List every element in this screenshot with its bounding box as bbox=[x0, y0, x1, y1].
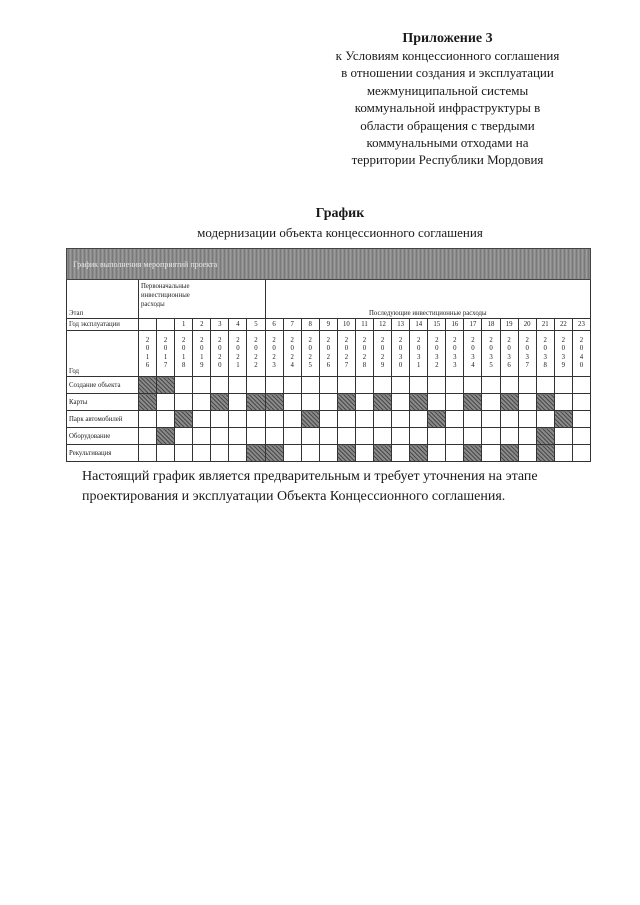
stage-row bbox=[67, 377, 591, 394]
stage-empty-cell bbox=[301, 445, 319, 462]
stage-empty-cell bbox=[482, 394, 500, 411]
table-banner: График выполнения мероприятий проекта bbox=[67, 249, 591, 280]
calendar-year-cell bbox=[446, 331, 464, 377]
stage-empty-cell bbox=[211, 428, 229, 445]
stage-empty-cell bbox=[301, 428, 319, 445]
stage-empty-cell bbox=[500, 428, 518, 445]
calendar-year-cell bbox=[175, 331, 193, 377]
stage-empty-cell bbox=[193, 394, 211, 411]
calendar-year-value: 2040 bbox=[579, 336, 584, 369]
stage-empty-cell bbox=[410, 411, 428, 428]
stage-empty-cell bbox=[410, 377, 428, 394]
calendar-year-cell bbox=[283, 331, 301, 377]
calendar-year-value: 2032 bbox=[435, 336, 439, 369]
stage-active-cell bbox=[265, 445, 283, 462]
stage-empty-cell bbox=[355, 428, 373, 445]
initial-expenses-label: инвестиционные bbox=[141, 292, 190, 299]
stage-empty-cell bbox=[446, 428, 464, 445]
stage-empty-cell bbox=[572, 428, 590, 445]
calendar-year-cell bbox=[247, 331, 265, 377]
stage-active-cell bbox=[265, 394, 283, 411]
stage-empty-cell bbox=[175, 394, 193, 411]
stage-empty-cell bbox=[139, 428, 157, 445]
stage-empty-cell bbox=[319, 411, 337, 428]
stage-active-cell bbox=[500, 445, 518, 462]
appendix-line: коммунальными отходами на bbox=[366, 135, 529, 151]
calendar-year-value: 2035 bbox=[489, 336, 493, 369]
calendar-year-value: 2023 bbox=[272, 336, 276, 369]
calendar-year-value: 2019 bbox=[200, 336, 204, 369]
calendar-year-value: 2018 bbox=[181, 336, 186, 369]
calendar-year-cell bbox=[301, 331, 319, 377]
calendar-year-value: 2021 bbox=[236, 336, 240, 369]
calendar-year-cell bbox=[392, 331, 410, 377]
operation-year-cell: 3 bbox=[211, 319, 229, 331]
stage-empty-cell bbox=[301, 394, 319, 411]
stage-empty-cell bbox=[229, 394, 247, 411]
stage-empty-cell bbox=[500, 411, 518, 428]
operation-year-cell: 14 bbox=[410, 319, 428, 331]
stage-empty-cell bbox=[554, 445, 572, 462]
later-expenses-header: Последующие инвестиционные расходы bbox=[265, 280, 590, 319]
stage-active-cell bbox=[536, 445, 554, 462]
stage-empty-cell bbox=[428, 394, 446, 411]
operation-year-cell: 15 bbox=[428, 319, 446, 331]
stage-empty-cell bbox=[482, 411, 500, 428]
stage-empty-cell bbox=[482, 377, 500, 394]
stage-empty-cell bbox=[319, 445, 337, 462]
calendar-year-value: 2026 bbox=[326, 336, 331, 369]
calendar-year-cell bbox=[319, 331, 337, 377]
stage-active-cell bbox=[554, 411, 572, 428]
operation-year-cell bbox=[157, 319, 175, 331]
stage-empty-cell bbox=[139, 445, 157, 462]
calendar-year-value: 2029 bbox=[380, 336, 385, 369]
calendar-year-cell bbox=[193, 331, 211, 377]
operation-year-row bbox=[67, 319, 591, 331]
stage-empty-cell bbox=[283, 377, 301, 394]
calendar-year-cell bbox=[518, 331, 536, 377]
operation-year-cell: 5 bbox=[247, 319, 265, 331]
stage-empty-cell bbox=[211, 377, 229, 394]
stage-empty-cell bbox=[283, 445, 301, 462]
stage-empty-cell bbox=[283, 428, 301, 445]
stage-empty-cell bbox=[337, 411, 355, 428]
stage-empty-cell bbox=[193, 428, 211, 445]
stage-empty-cell bbox=[229, 445, 247, 462]
stage-active-cell bbox=[464, 445, 482, 462]
appendix-header bbox=[300, 30, 595, 169]
stage-empty-cell bbox=[446, 394, 464, 411]
stage-active-cell bbox=[410, 445, 428, 462]
stage-active-cell bbox=[374, 445, 392, 462]
stage-empty-cell bbox=[554, 394, 572, 411]
operation-year-cell: 20 bbox=[518, 319, 536, 331]
calendar-year-cell bbox=[337, 331, 355, 377]
calendar-year-value: 2017 bbox=[163, 336, 168, 369]
operation-year-cell: 21 bbox=[536, 319, 554, 331]
stage-row bbox=[67, 394, 591, 411]
stage-active-cell bbox=[139, 394, 157, 411]
stage-empty-cell bbox=[410, 428, 428, 445]
calendar-year-cell bbox=[482, 331, 500, 377]
calendar-year-value: 2022 bbox=[254, 336, 258, 369]
operation-year-cell: 23 bbox=[572, 319, 590, 331]
calendar-year-cell bbox=[139, 331, 157, 377]
calendar-year-value: 2030 bbox=[398, 336, 403, 369]
stage-active-cell bbox=[211, 394, 229, 411]
calendar-year-value: 2038 bbox=[543, 336, 547, 369]
table-banner-row bbox=[67, 249, 591, 280]
stage-empty-cell bbox=[392, 394, 410, 411]
stage-empty-cell bbox=[265, 428, 283, 445]
operation-year-cell bbox=[139, 319, 157, 331]
calendar-year-cell bbox=[410, 331, 428, 377]
stage-empty-cell bbox=[139, 411, 157, 428]
stage-name: Рекультивация bbox=[67, 445, 139, 462]
operation-year-cell: 2 bbox=[193, 319, 211, 331]
operation-year-cell: 16 bbox=[446, 319, 464, 331]
calendar-year-cell bbox=[500, 331, 518, 377]
stage-empty-cell bbox=[175, 445, 193, 462]
operation-year-cell: 12 bbox=[374, 319, 392, 331]
stage-active-cell bbox=[157, 428, 175, 445]
stage-active-cell bbox=[337, 394, 355, 411]
stage-empty-cell bbox=[247, 428, 265, 445]
stage-name: Карты bbox=[67, 394, 139, 411]
stage-active-cell bbox=[301, 411, 319, 428]
stage-empty-cell bbox=[500, 377, 518, 394]
calendar-year-value: 2039 bbox=[561, 336, 566, 369]
calendar-year-cell bbox=[211, 331, 229, 377]
schedule-table bbox=[66, 248, 591, 462]
calendar-year-value: 2036 bbox=[507, 336, 511, 369]
stage-empty-cell bbox=[536, 377, 554, 394]
stage-empty-cell bbox=[283, 394, 301, 411]
stage-empty-cell bbox=[247, 377, 265, 394]
stage-empty-cell bbox=[374, 377, 392, 394]
stage-empty-cell bbox=[157, 411, 175, 428]
stage-empty-cell bbox=[319, 377, 337, 394]
stage-empty-cell bbox=[554, 377, 572, 394]
operation-year-cell: 6 bbox=[265, 319, 283, 331]
stage-empty-cell bbox=[518, 394, 536, 411]
stage-empty-cell bbox=[518, 428, 536, 445]
calendar-year-cell bbox=[374, 331, 392, 377]
calendar-year-cell bbox=[536, 331, 554, 377]
operation-year-cell: 10 bbox=[337, 319, 355, 331]
calendar-year-value: 2024 bbox=[290, 336, 294, 369]
calendar-year-cell bbox=[265, 331, 283, 377]
stage-empty-cell bbox=[392, 411, 410, 428]
stage-empty-cell bbox=[446, 411, 464, 428]
calendar-year-cell bbox=[464, 331, 482, 377]
stage-name: Создание объекта bbox=[67, 377, 139, 394]
stage-active-cell bbox=[139, 377, 157, 394]
stage-empty-cell bbox=[337, 377, 355, 394]
appendix-line: территории Республики Мордовия bbox=[351, 152, 544, 168]
stage-active-cell bbox=[464, 394, 482, 411]
appendix-line: в отношении создания и эксплуатации bbox=[341, 65, 554, 81]
stage-empty-cell bbox=[157, 394, 175, 411]
stage-empty-cell bbox=[157, 445, 175, 462]
stage-empty-cell bbox=[518, 445, 536, 462]
stage-empty-cell bbox=[265, 411, 283, 428]
stage-empty-cell bbox=[337, 428, 355, 445]
calendar-year-cell bbox=[554, 331, 572, 377]
stage-empty-cell bbox=[518, 377, 536, 394]
stage-empty-cell bbox=[464, 411, 482, 428]
calendar-year-cell bbox=[157, 331, 175, 377]
appendix-line: коммунальной инфраструктуры в bbox=[354, 100, 541, 116]
operation-year-cell: 11 bbox=[355, 319, 373, 331]
stage-empty-cell bbox=[572, 445, 590, 462]
stage-active-cell bbox=[536, 394, 554, 411]
stage-active-cell bbox=[157, 377, 175, 394]
schedule-subtitle: модернизации объекта концессионного соглашения bbox=[197, 225, 483, 240]
stage-active-cell bbox=[374, 394, 392, 411]
stage-row bbox=[67, 445, 591, 462]
stage-empty-cell bbox=[355, 445, 373, 462]
operation-year-label: Год эксплуатации bbox=[67, 319, 139, 331]
schedule-note: Настоящий график является предварительным и требует уточнения на этапе проектирования и эксплуатации Объекта Концессионного соглашения. bbox=[82, 469, 538, 504]
stage-empty-cell bbox=[392, 377, 410, 394]
operation-year-cell: 7 bbox=[283, 319, 301, 331]
stage-empty-cell bbox=[482, 428, 500, 445]
appendix-line: области обращения с твердыми bbox=[360, 117, 535, 133]
stage-empty-cell bbox=[193, 377, 211, 394]
appendix-line: к Условиям концессионного соглашения bbox=[335, 48, 560, 63]
stage-empty-cell bbox=[482, 445, 500, 462]
stage-active-cell bbox=[410, 394, 428, 411]
stage-active-cell bbox=[428, 411, 446, 428]
stage-name: Парк автомобилей bbox=[67, 411, 139, 428]
calendar-year-value: 2031 bbox=[417, 336, 421, 369]
stage-active-cell bbox=[500, 394, 518, 411]
initial-expenses-label: расходы bbox=[141, 301, 165, 308]
calendar-year-value: 2033 bbox=[453, 336, 457, 369]
stage-empty-cell bbox=[355, 411, 373, 428]
stage-empty-cell bbox=[211, 445, 229, 462]
calendar-year-value: 2037 bbox=[525, 336, 529, 369]
stage-empty-cell bbox=[374, 428, 392, 445]
calendar-year-value: 2016 bbox=[145, 336, 150, 369]
stage-empty-cell bbox=[428, 377, 446, 394]
operation-year-cell: 18 bbox=[482, 319, 500, 331]
stage-empty-cell bbox=[355, 377, 373, 394]
calendar-year-label: Год bbox=[67, 331, 139, 377]
stage-active-cell bbox=[247, 445, 265, 462]
stage-empty-cell bbox=[446, 445, 464, 462]
calendar-year-row bbox=[67, 331, 591, 377]
stage-empty-cell bbox=[229, 377, 247, 394]
stage-active-cell bbox=[175, 411, 193, 428]
stage-empty-cell bbox=[518, 411, 536, 428]
calendar-year-value: 2034 bbox=[471, 336, 475, 369]
appendix-line: межмуниципальной системы bbox=[366, 82, 529, 98]
stage-empty-cell bbox=[572, 377, 590, 394]
calendar-year-value: 2020 bbox=[218, 336, 222, 369]
calendar-year-cell bbox=[355, 331, 373, 377]
stage-empty-cell bbox=[211, 411, 229, 428]
stage-empty-cell bbox=[355, 394, 373, 411]
stage-empty-cell bbox=[175, 377, 193, 394]
stage-empty-cell bbox=[193, 411, 211, 428]
calendar-year-cell bbox=[428, 331, 446, 377]
operation-year-cell: 4 bbox=[229, 319, 247, 331]
calendar-year-cell bbox=[229, 331, 247, 377]
appendix-heading: Приложение 3 bbox=[402, 31, 493, 46]
calendar-year-value: 2028 bbox=[362, 336, 367, 369]
stage-empty-cell bbox=[247, 411, 265, 428]
stage-empty-cell bbox=[301, 377, 319, 394]
stage-empty-cell bbox=[392, 445, 410, 462]
operation-year-cell: 13 bbox=[392, 319, 410, 331]
stage-empty-cell bbox=[319, 428, 337, 445]
stage-empty-cell bbox=[572, 394, 590, 411]
stage-empty-cell bbox=[428, 428, 446, 445]
stage-empty-cell bbox=[374, 411, 392, 428]
table-header-row bbox=[67, 280, 591, 319]
stage-empty-cell bbox=[572, 411, 590, 428]
stage-row bbox=[67, 428, 591, 445]
operation-year-cell: 8 bbox=[301, 319, 319, 331]
stage-column-header: Этап bbox=[67, 280, 139, 319]
calendar-year-value: 2027 bbox=[344, 336, 349, 369]
calendar-year-cell bbox=[572, 331, 590, 377]
stage-empty-cell bbox=[536, 411, 554, 428]
stage-empty-cell bbox=[392, 428, 410, 445]
stage-empty-cell bbox=[193, 445, 211, 462]
operation-year-cell: 1 bbox=[175, 319, 193, 331]
stage-active-cell bbox=[536, 428, 554, 445]
operation-year-cell: 22 bbox=[554, 319, 572, 331]
stage-empty-cell bbox=[319, 394, 337, 411]
calendar-year-value: 2025 bbox=[308, 336, 312, 369]
stage-empty-cell bbox=[464, 377, 482, 394]
stage-empty-cell bbox=[554, 428, 572, 445]
stage-active-cell bbox=[337, 445, 355, 462]
stage-empty-cell bbox=[175, 428, 193, 445]
stage-empty-cell bbox=[446, 377, 464, 394]
stage-name: Оборудование bbox=[67, 428, 139, 445]
stage-empty-cell bbox=[428, 445, 446, 462]
initial-expenses-label: Первоначальные bbox=[141, 283, 190, 290]
operation-year-cell: 17 bbox=[464, 319, 482, 331]
stage-empty-cell bbox=[229, 411, 247, 428]
initial-expenses-header bbox=[139, 280, 266, 319]
operation-year-cell: 19 bbox=[500, 319, 518, 331]
stage-empty-cell bbox=[464, 428, 482, 445]
schedule-title: График bbox=[315, 206, 365, 221]
operation-year-cell: 9 bbox=[319, 319, 337, 331]
stage-empty-cell bbox=[265, 377, 283, 394]
stage-active-cell bbox=[247, 394, 265, 411]
stage-row bbox=[67, 411, 591, 428]
stage-empty-cell bbox=[229, 428, 247, 445]
stage-empty-cell bbox=[283, 411, 301, 428]
